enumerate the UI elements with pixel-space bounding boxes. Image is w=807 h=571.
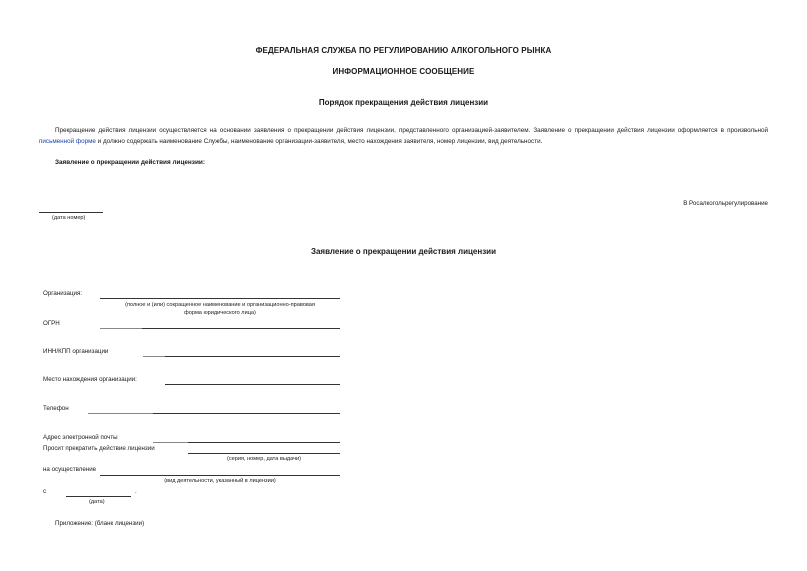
date-number-line <box>39 212 103 213</box>
written-form-link[interactable]: письменной форме <box>39 138 96 145</box>
document-type: ИНФОРМАЦИОННОЕ СООБЩЕНИЕ <box>332 67 475 76</box>
address-label: Место нахождения организации: <box>43 376 137 383</box>
inn-kpp-line-short <box>143 356 165 357</box>
inn-kpp-line <box>165 356 340 357</box>
phone-line <box>153 413 340 414</box>
date-number-hint: (дата номер) <box>52 215 86 221</box>
email-label: Адрес электронной почты <box>43 434 118 441</box>
activity-hint: (вид деятельности, указанный в лицензии) <box>164 478 276 484</box>
from-suffix: . <box>135 488 137 495</box>
form-title: Заявление о прекращении действия лицензии <box>310 247 497 256</box>
request-label: Просит прекратить действие лицензии <box>43 445 155 452</box>
request-line <box>188 453 340 454</box>
date-hint: (дата) <box>89 499 105 505</box>
page-title: Порядок прекращения действия лицензии <box>318 98 489 107</box>
organization-hint-line2: форма юридического лица) <box>184 310 256 316</box>
phone-line-short <box>88 413 153 414</box>
ogrn-label: ОГРН <box>43 320 60 327</box>
organization-hint-line1: (полное и (или) сокращенное наименование и организационно-правовая <box>125 302 315 308</box>
from-label: с <box>43 488 47 495</box>
intro-text-end: и должно содержать наименование Службы, наименование организации-заявителя, место нахождения заявителя, номер лицензии, вид деятельности. <box>95 138 543 145</box>
organization-label: Организация: <box>43 290 83 297</box>
intro-text-start: Прекращение действия лицензии осуществляется на основании заявления о прекращении действия лицензии, представленного организацией-заявителем. Заявление о прекращении действия лицензии оформляется в произвольной <box>55 127 768 134</box>
activity-label: на осуществление <box>43 466 97 473</box>
from-date-line <box>66 496 131 497</box>
phone-label: Телефон <box>43 405 69 412</box>
email-line <box>188 442 340 443</box>
email-line-short <box>153 442 188 443</box>
agency-title: ФЕДЕРАЛЬНАЯ СЛУЖБА ПО РЕГУЛИРОВАНИЮ АЛКОГОЛЬНОГО РЫНКА <box>255 46 552 55</box>
intro-paragraph <box>39 125 768 147</box>
activity-line <box>100 475 340 476</box>
organization-hint <box>100 302 340 316</box>
inn-kpp-label: ИНН/КПП организации <box>43 348 109 355</box>
attachment-note: Приложение: (бланк лицензии) <box>55 520 145 527</box>
address-line <box>165 384 340 385</box>
ogrn-line <box>142 328 340 329</box>
organization-line <box>100 298 340 299</box>
recipient: В Росалкогольрегулирование <box>683 200 768 207</box>
ogrn-line-short <box>100 328 142 329</box>
section-label: Заявление о прекращении действия лицензии: <box>55 159 205 166</box>
request-hint: (серия, номер, дата выдачи) <box>226 456 302 462</box>
